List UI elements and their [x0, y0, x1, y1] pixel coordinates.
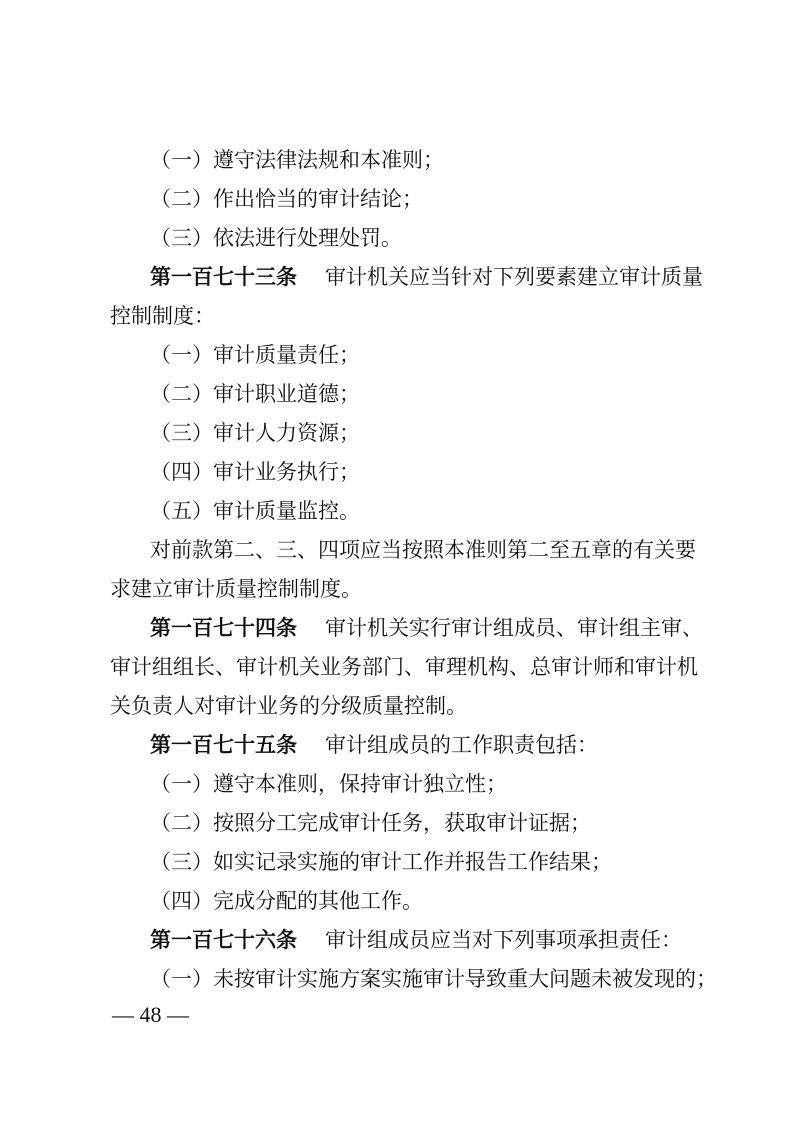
page-number: — 48 —	[112, 1002, 189, 1027]
article-176	[150, 928, 750, 953]
paragraph-continuation: 求建立审计质量控制制度。	[110, 577, 362, 601]
article-heading: 第一百七十五条	[150, 733, 297, 757]
article-heading: 第一百七十三条	[150, 265, 297, 289]
list-item: （一）审计质量责任；	[150, 343, 360, 367]
article-174	[150, 616, 750, 641]
list-item: （三）审计人力资源；	[150, 421, 360, 445]
paragraph-continuation: 审计组组长、审计机关业务部门、审理机构、总审计师和审计机	[110, 655, 698, 679]
list-item: （一）未按审计实施方案实施审计导致重大问题未被发现的；	[150, 967, 717, 991]
paragraph: 对前款第二、三、四项应当按照本准则第二至五章的有关要	[150, 538, 696, 562]
list-item: （一）遵守本准则，保持审计独立性；	[150, 772, 507, 796]
list-item: （五）审计质量监控。	[150, 499, 360, 523]
article-text: 审计组成员的工作职责包括：	[325, 733, 598, 757]
list-item: （二）审计职业道德；	[150, 382, 360, 406]
list-item: （四）完成分配的其他工作。	[150, 889, 423, 913]
paragraph-continuation: 关负责人对审计业务的分级质量控制。	[110, 694, 467, 718]
article-heading: 第一百七十六条	[150, 928, 297, 952]
article-175	[150, 733, 750, 758]
list-item: （三）如实记录实施的审计工作并报告工作结果；	[150, 850, 612, 874]
article-text: 审计机关应当针对下列要素建立审计质量	[325, 265, 703, 289]
list-item: （四）审计业务执行；	[150, 460, 360, 484]
article-text: 审计机关实行审计组成员、审计组主审、	[325, 616, 703, 640]
article-heading: 第一百七十四条	[150, 616, 297, 640]
list-item: （一）遵守法律法规和本准则；	[150, 148, 444, 172]
paragraph-continuation: 控制制度：	[110, 304, 215, 328]
list-item: （三）依法进行处理处罚。	[150, 226, 402, 250]
list-item: （二）作出恰当的审计结论；	[150, 187, 423, 211]
article-text: 审计组成员应当对下列事项承担责任：	[325, 928, 682, 952]
list-item: （二）按照分工完成审计任务，获取审计证据；	[150, 811, 591, 835]
article-173	[150, 265, 750, 290]
